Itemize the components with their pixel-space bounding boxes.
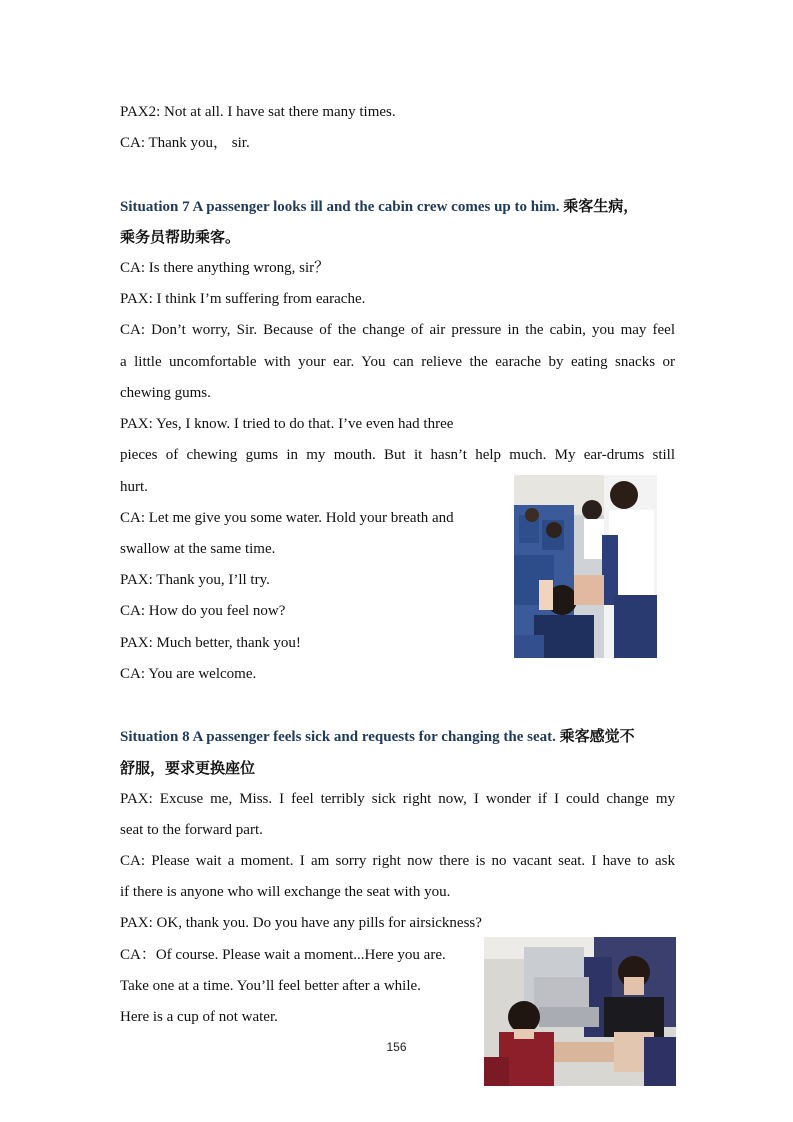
dialogue-line: CA：Of course. Please wait a moment...Here you are. (120, 947, 446, 963)
dialogue-line: seat to the forward part. (120, 822, 263, 838)
dialogue-line: PAX: Much better, thank you! (120, 635, 301, 651)
dialogue-line: if there is anyone who will exchange the seat with you. (120, 884, 451, 900)
situation-7-heading-zh-2: 乘务员帮助乘客。 (120, 228, 241, 246)
dialogue-line: CA: Thank you， sir. (120, 135, 250, 151)
dialogue-line: PAX: OK, thank you. Do you have any pills for airsickness? (120, 915, 482, 931)
dialogue-line: CA: How do you feel now? (120, 603, 286, 619)
dialogue-line: chewing gums. (120, 385, 211, 401)
situation-8-heading-zh: 乘客感觉不 (559, 727, 635, 745)
dialogue-line: CA: You are welcome. (120, 666, 257, 682)
dialogue-line: PAX: Thank you, I’ll try. (120, 572, 270, 588)
page-number: 156 (386, 1040, 407, 1054)
situation-7-heading-zh: 乘客生病， (563, 197, 639, 215)
situation-7-heading-en: Situation 7 A passenger looks ill and the cabin crew comes up to him. (120, 199, 560, 215)
dialogue-line: PAX: Excuse me, Miss. I feel terribly sick right now, I wonder if I could change my (120, 791, 675, 807)
sick-passenger-illustration (484, 937, 676, 1086)
dialogue-line: Take one at a time. You’ll feel better after a while. (120, 978, 421, 994)
dialogue-line: a little uncomfortable with your ear. You can relieve the earache by eating snacks or (120, 354, 675, 370)
cabin-crew-helping-photo (514, 475, 657, 658)
dialogue-line: CA: Please wait a moment. I am sorry right now there is no vacant seat. I have to ask (120, 853, 675, 869)
situation-7-heading (120, 196, 638, 217)
dialogue-line: hurt. (120, 479, 148, 495)
dialogue-line: CA: Don’t worry, Sir. Because of the change of air pressure in the cabin, you may feel (120, 322, 675, 338)
situation-8-heading-cont (120, 758, 255, 779)
situation-8-heading-en: Situation 8 A passenger feels sick and requests for changing the seat. (120, 729, 556, 745)
cabin-crew-helping-illustration (514, 475, 657, 658)
situation-8-heading (120, 726, 635, 747)
situation-7-heading-cont (120, 227, 240, 248)
dialogue-line: PAX: I think I’m suffering from earache. (120, 291, 366, 307)
dialogue-line: Here is a cup of not water. (120, 1009, 278, 1025)
dialogue-line: PAX: Yes, I know. I tried to do that. I’ve even had three (120, 416, 454, 432)
dialogue-line: swallow at the same time. (120, 541, 276, 557)
dialogue-line: pieces of chewing gums in my mouth. But it hasn’t help much. My ear-drums still (120, 447, 675, 463)
dialogue-line: PAX2: Not at all. I have sat there many times. (120, 104, 396, 120)
sick-passenger-photo (484, 937, 676, 1086)
situation-8-heading-zh-2: 舒服，要求更换座位 (120, 759, 256, 777)
dialogue-line: CA: Is there anything wrong, sir？ (120, 260, 330, 276)
dialogue-line: CA: Let me give you some water. Hold your breath and (120, 510, 454, 526)
